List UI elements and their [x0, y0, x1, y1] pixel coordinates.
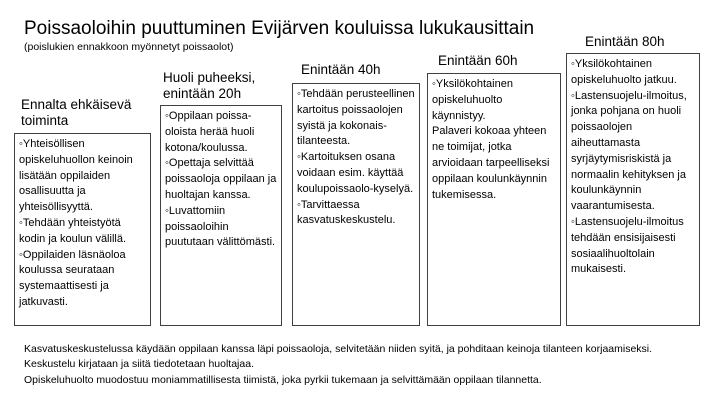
list-item: [571, 89, 695, 215]
list-item: [19, 137, 146, 216]
list-item: [297, 87, 415, 150]
footer-note-line: Opiskeluhuolto muodostuu moniammatillisesta tiimistä, joka pyrkii tukemaan ja selvittämään oppilaan tilannetta.: [24, 373, 542, 386]
list-item: [571, 57, 695, 89]
footer-notes: [24, 342, 714, 388]
step-box-enintaan-80h: [566, 53, 700, 326]
step-header-enintaan-40h: Enintään 40h: [301, 62, 381, 77]
list-item: [432, 77, 556, 124]
list-item-text: Yksilökohtainen opiskeluhuolto käynnistyy.: [432, 78, 513, 122]
page-title: Poissaoloihin puuttuminen Evijärven kouluissa lukukausittain: [24, 18, 535, 39]
list-item-text: Tehdään perusteellinen kartoitus poissaolojen syistä ja kokonais- tilanteesta.: [297, 88, 415, 148]
list-item: [165, 109, 277, 156]
list-item: [19, 248, 146, 311]
bullet-icon: ◦: [165, 157, 169, 170]
step-box-enintaan-40h: [292, 83, 420, 326]
list-item: [165, 156, 277, 203]
list-item-text: Kartoituksen osana voidaan esim. käyttää koulupoissaolo-kyselyä.: [297, 151, 414, 195]
step-header-enintaan-80h: Enintään 80h: [585, 34, 665, 49]
footer-note-line: Kasvatuskeskustelussa käydään oppilaan kanssa läpi poissaoloja, selvitetään niiden syitä, ja pohditaan keinoja tilanteen korjaamiseksi.: [24, 343, 653, 355]
step-header-ennalta-ehkaiseva: Ennalta ehkäisevä toiminta: [21, 97, 132, 128]
list-item: [571, 215, 695, 278]
bullet-icon: ◦: [297, 88, 301, 100]
step-box-huoli-puheeksi: [160, 105, 282, 326]
list-item-text: Yksilökohtainen opiskeluhuolto jatkuu.: [571, 58, 677, 86]
list-item: [432, 124, 556, 203]
list-item-text: Palaveri kokoaa yhteen ne toimijat, jotka arvioidaan tarpeelliseksi oppilaan koulunkäynnin tukemisessa.: [432, 125, 550, 201]
bullet-icon: ◦: [165, 110, 169, 122]
list-item-text: Oppilaiden läsnäoloa koulussa seurataan systemaattisesti ja jatkuvasti.: [19, 248, 126, 308]
list-item-text: Lastensuojelu-ilmoitus tehdään ensisijaisesti sosiaalihuoltolain mukaisesti.: [571, 215, 684, 276]
bullet-icon: ◦: [19, 216, 23, 229]
bullet-icon: ◦: [571, 215, 575, 228]
list-item: [297, 198, 415, 230]
step-header-huoli-puheeksi: Huoli puheeksi, enintään 20h: [163, 70, 256, 101]
bullet-icon: ◦: [19, 248, 23, 261]
list-item-text: Oppilaan poissa-oloista herää huoli kotona/koulussa.: [165, 110, 255, 154]
list-item-text: Tehdään yhteistyötä kodin ja koulun välillä.: [19, 216, 127, 245]
step-header-enintaan-60h: Enintään 60h: [438, 53, 518, 68]
list-item: [297, 150, 415, 197]
footer-note-line: Keskustelu kirjataan ja siitä tiedotetaan huoltajaa.: [24, 358, 254, 371]
list-item: [165, 204, 277, 251]
bullet-icon: ◦: [165, 204, 169, 217]
page-subtitle: (poislukien ennakkoon myönnetyt poissaolot): [24, 41, 234, 53]
bullet-icon: ◦: [571, 58, 575, 70]
step-box-enintaan-60h: [427, 73, 561, 326]
list-item-text: Tarvittaessa kasvatuskeskustelu.: [297, 198, 396, 227]
bullet-icon: ◦: [571, 89, 575, 102]
bullet-icon: ◦: [432, 78, 436, 90]
list-item-text: Luvattomiin poissaoloihin puututaan välittömästi.: [165, 204, 276, 249]
bullet-icon: ◦: [19, 138, 23, 150]
list-item: [19, 216, 146, 248]
list-item-text: Yhteisöllisen opiskeluhuollon keinoin lisätään oppilaiden osallisuutta ja yhteisöllisyyttä.: [19, 138, 133, 214]
list-item-text: Opettaja selvittää poissaoloja oppilaan ja huoltajan kanssa.: [165, 157, 277, 201]
bullet-icon: ◦: [297, 198, 301, 211]
step-box-ennalta-ehkaiseva: [14, 133, 151, 326]
bullet-icon: ◦: [297, 151, 301, 164]
list-item-text: Lastensuojelu-ilmoitus, jonka pohjana on huoli poissaolojen aiheuttamasta syrjäytymisriskistä ja normaalin kehityksen ja koulunkäynnin vaarantumisesta.: [571, 89, 687, 213]
